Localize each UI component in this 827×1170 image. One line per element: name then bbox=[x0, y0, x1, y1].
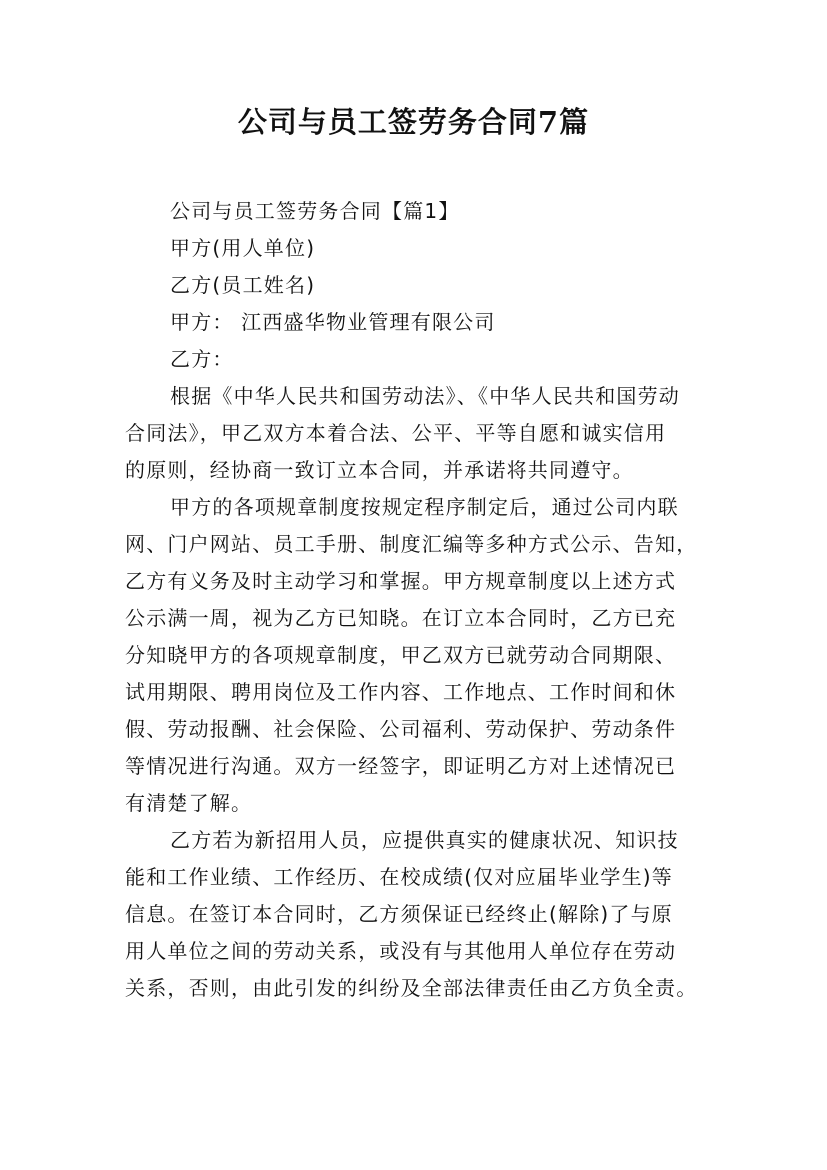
paragraph-line: 公示满一周，视为乙方已知晓。在订立本合同时，乙方已充 bbox=[125, 606, 677, 630]
document-body bbox=[125, 193, 715, 1007]
paragraph-line: 合同法》，甲乙双方本着合法、公平、平等自愿和诚实信用 bbox=[125, 421, 667, 445]
paragraph-line: 乙方若为新招用人员，应提供真实的健康状况、知识技 bbox=[170, 828, 679, 852]
paragraph-line: 有清楚了解。 bbox=[125, 791, 253, 815]
paragraph-line: 用人单位之间的劳动关系，或没有与其他用人单位存在劳动 bbox=[125, 939, 677, 963]
paragraph-line: 能和工作业绩、工作经历、在校成绩(仅对应届毕业学生)等 bbox=[125, 865, 674, 889]
paragraph-line: 假、劳动报酬、社会保险、公司福利、劳动保护、劳动条件 bbox=[125, 717, 677, 741]
paragraph-line: 甲方的各项规章制度按规定程序制定后，通过公司内联 bbox=[170, 495, 679, 519]
paragraph-line: 网、门户网站、员工手册、制度汇编等多种方式公示、告知， bbox=[125, 532, 698, 556]
paragraph-line: 乙方有义务及时主动学习和掌握。甲方规章制度以上述方式 bbox=[125, 569, 677, 593]
paragraph-line: 分知晓甲方的各项规章制度，甲乙双方已就劳动合同期限、 bbox=[125, 643, 677, 667]
party-a-label: 甲方(用人单位) bbox=[170, 236, 316, 260]
paragraph-line: 信息。在签订本合同时，乙方须保证已经终止(解除)了与原 bbox=[125, 902, 674, 926]
party-a-name: 甲方： 江西盛华物业管理有限公司 bbox=[170, 310, 496, 334]
party-b-name: 乙方： bbox=[170, 347, 234, 371]
paragraph-line: 等情况进行沟通。双方一经签字，即证明乙方对上述情况已 bbox=[125, 754, 677, 778]
paragraph-line: 根据《中华人民共和国劳动法》、《中华人民共和国劳动 bbox=[170, 384, 680, 408]
paragraph-line: 关系，否则，由此引发的纠纷及全部法律责任由乙方负全责。 bbox=[125, 976, 698, 1000]
paragraph-line: 试用期限、聘用岗位及工作内容、工作地点、工作时间和休 bbox=[125, 680, 677, 704]
document-title: 公司与员工签劳务合同7篇 bbox=[237, 105, 590, 139]
paragraph-line: 的原则，经协商一致订立本合同，并承诺将共同遵守。 bbox=[125, 458, 634, 482]
party-b-label: 乙方(员工姓名) bbox=[170, 273, 316, 297]
section-heading: 公司与员工签劳务合同【篇1】 bbox=[170, 199, 460, 223]
